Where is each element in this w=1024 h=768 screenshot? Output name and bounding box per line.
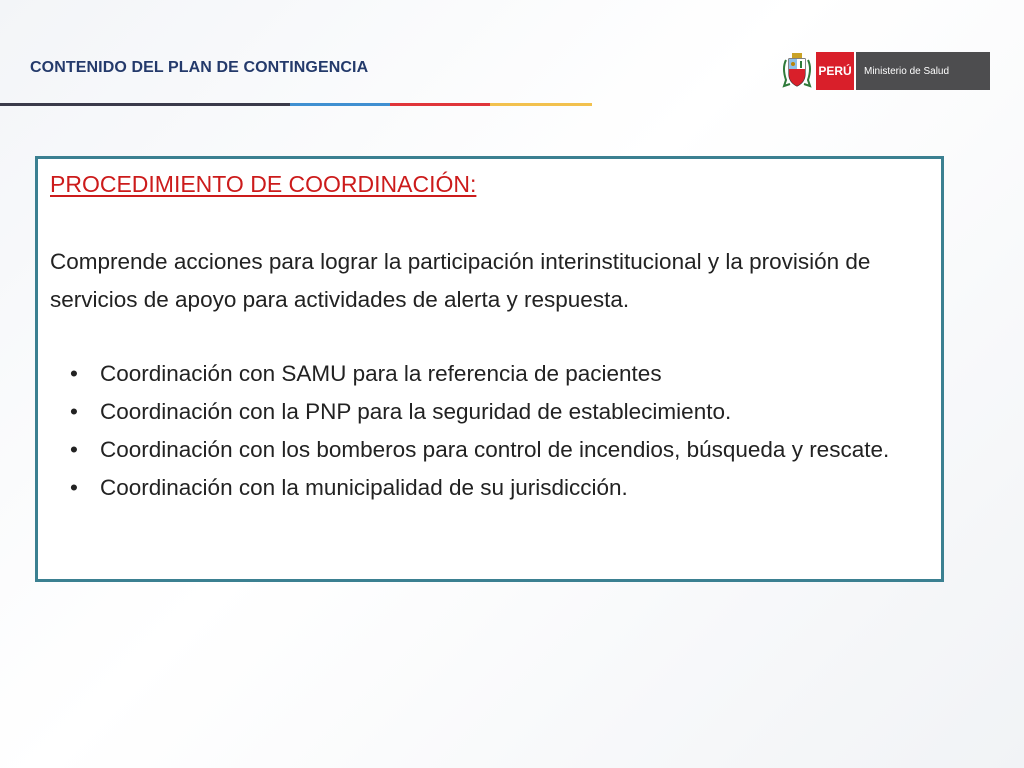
list-item-text: Coordinación con los bomberos para control de incendios, búsqueda y rescate. (100, 437, 890, 462)
rule-segment-yellow (490, 103, 592, 106)
intro-paragraph: Comprende acciones para lograr la participación interinstitucional y la provisión de servicios de apoyo para actividades de alerta y respuesta. (50, 249, 871, 312)
ministry-logo (780, 50, 990, 92)
list-item (50, 431, 930, 469)
list-item (50, 469, 930, 507)
coordination-list (50, 355, 930, 507)
slide-title: CONTENIDO DEL PLAN DE CONTINGENCIA (30, 59, 369, 76)
ministry-label: Ministerio de Salud (856, 52, 990, 90)
content-box (35, 156, 944, 582)
rule-segment-dark (0, 103, 290, 106)
peru-coat-of-arms-icon (780, 50, 814, 92)
list-item-text: Coordinación con la municipalidad de su jurisdicción. (100, 475, 628, 500)
list-item-text: Coordinación con la PNP para la seguridad de establecimiento. (100, 399, 732, 424)
header-color-rule (0, 103, 592, 106)
peru-label: PERÚ (816, 52, 854, 90)
rule-segment-red (390, 103, 490, 106)
list-item (50, 355, 930, 393)
bullet-icon: • (70, 475, 78, 500)
bullet-icon: • (70, 399, 78, 424)
bullet-icon: • (70, 361, 78, 386)
list-item-text: Coordinación con SAMU para la referencia de pacientes (100, 361, 662, 386)
rule-segment-blue (290, 103, 390, 106)
section-heading: PROCEDIMIENTO DE COORDINACIÓN: (50, 171, 477, 197)
bullet-icon: • (70, 437, 78, 462)
list-item (50, 393, 930, 431)
